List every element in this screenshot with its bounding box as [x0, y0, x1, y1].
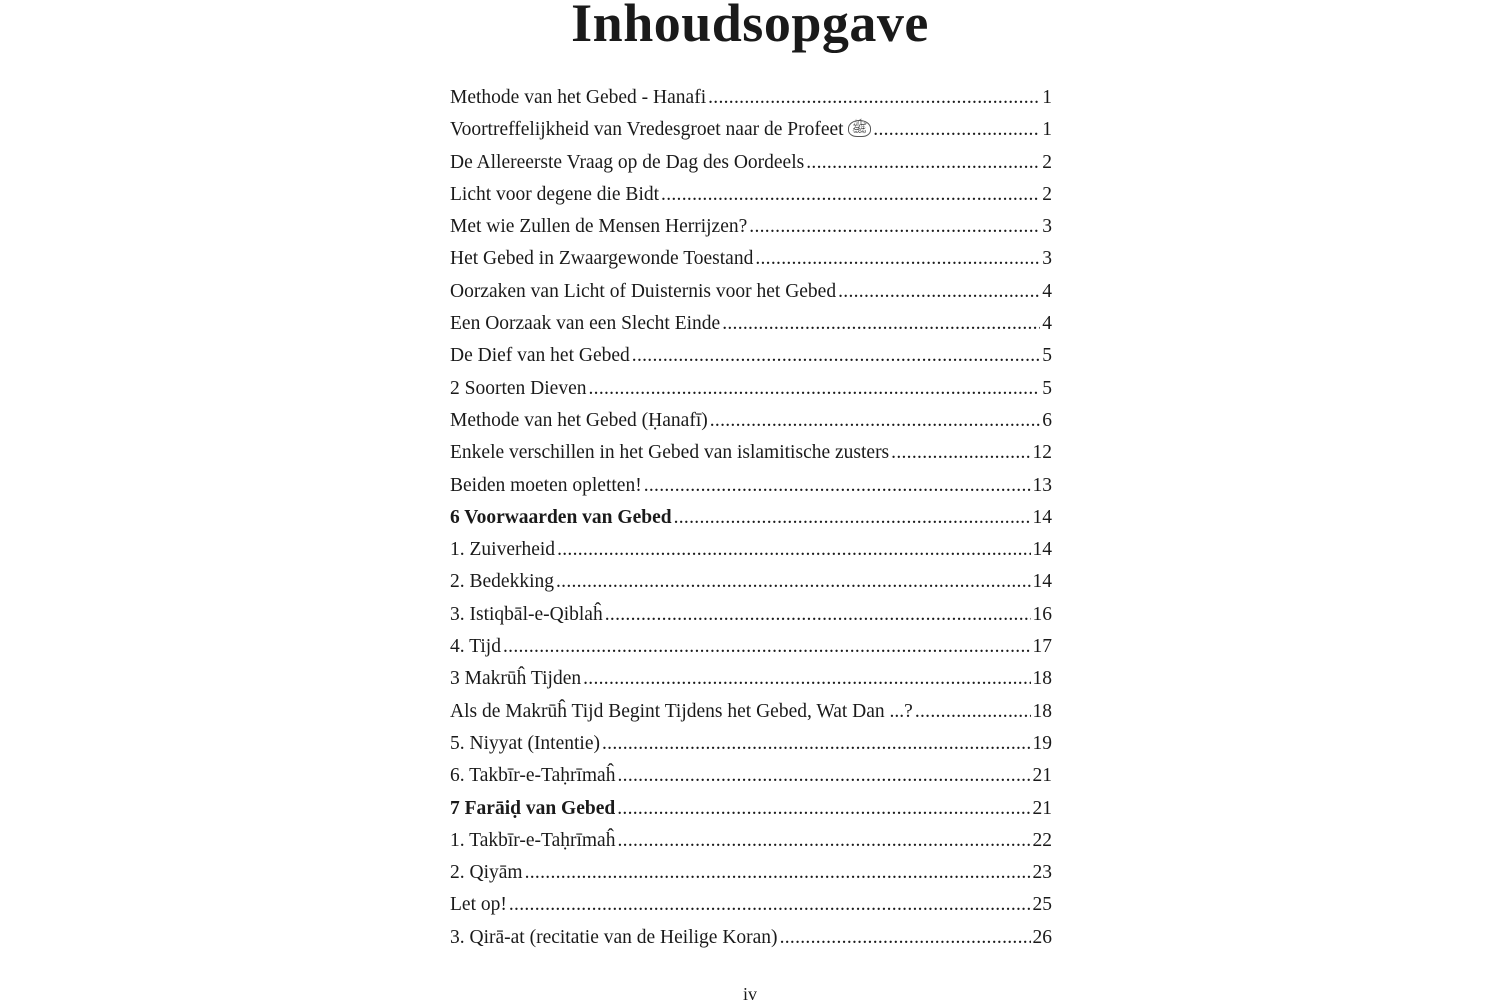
toc-entry-title-text: 3. Qirā-at (recitatie van de Heilige Koran) [450, 926, 778, 948]
toc-entry-title-text: 1. Takbīr-e-Taḥrīmaĥ [450, 829, 616, 851]
toc-entry-page: 3 [1042, 248, 1052, 270]
toc-entry-title-text: Let op! [450, 894, 507, 916]
toc-entry[interactable] [450, 276, 1052, 308]
toc-entry-title [450, 825, 615, 857]
toc-entry-page: 26 [1032, 926, 1052, 948]
toc-entry[interactable] [450, 147, 1052, 179]
toc-entry-title-text: 2. Qiyām [450, 862, 523, 884]
toc-entry[interactable] [450, 566, 1052, 598]
toc-entry-title [450, 889, 507, 921]
toc-entry-page: 23 [1032, 862, 1052, 884]
toc-entry-page: 6 [1042, 409, 1052, 431]
toc-entry-title [450, 373, 586, 405]
toc-entry-title [450, 760, 615, 792]
toc-entry-page: 3 [1042, 216, 1052, 238]
toc-entry[interactable] [450, 340, 1052, 372]
toc-dot-leader [722, 308, 1040, 340]
toc-entry[interactable] [450, 308, 1052, 340]
toc-entry-title [450, 728, 600, 760]
toc-entry-page: 14 [1032, 571, 1052, 593]
toc-entry-title [450, 276, 836, 308]
toc-entry[interactable] [450, 825, 1052, 857]
page-number: iv [742, 984, 757, 1004]
toc-dot-leader [617, 793, 1030, 825]
toc-entry[interactable] [450, 470, 1052, 502]
toc-entry-page: 12 [1032, 442, 1052, 464]
toc-entry-page: 18 [1032, 668, 1052, 690]
toc-entry-title [450, 631, 501, 663]
toc-dot-leader [674, 502, 1031, 534]
toc-entry-title [450, 663, 581, 695]
toc-entry-page: 2 [1042, 183, 1052, 205]
toc-entry[interactable] [450, 889, 1052, 921]
toc-dot-leader [915, 696, 1031, 728]
toc-entry-page: 1 [1042, 87, 1052, 108]
toc-dot-leader [503, 631, 1031, 663]
toc-entry[interactable] [450, 243, 1052, 275]
toc-entry[interactable] [450, 405, 1052, 437]
toc-entry-title [450, 308, 720, 340]
toc-dot-leader [873, 114, 1040, 146]
toc-entry-title-text: Oorzaken van Licht of Duisternis voor het Gebed [450, 280, 837, 302]
toc-dot-leader [780, 922, 1031, 954]
toc-entry-title [450, 179, 659, 211]
table-of-contents [450, 82, 1052, 954]
toc-entry-title-text: 6 Voorwaarden van Gebed [450, 506, 672, 528]
toc-dot-leader [583, 663, 1030, 695]
toc-entry[interactable] [450, 437, 1052, 469]
toc-entry-title-text: Als de Makrūĥ Tijd Begint Tijdens het Gebed, Wat Dan ...? [450, 700, 913, 722]
toc-entry[interactable] [450, 696, 1052, 728]
toc-entry-title-text: 1. Zuiverheid [450, 539, 556, 561]
toc-entry[interactable] [450, 179, 1052, 211]
toc-dot-leader [556, 566, 1031, 598]
toc-entry-title-text: Met wie Zullen de Mensen Herrijzen? [450, 216, 748, 238]
toc-entry-title-text: 6. Takbīr-e-Taḥrīmaĥ [450, 765, 616, 787]
toc-dot-leader [806, 147, 1040, 179]
toc-entry-title [450, 437, 889, 469]
toc-entry-title [450, 534, 555, 566]
toc-dot-leader [749, 211, 1040, 243]
toc-dot-leader [557, 534, 1030, 566]
toc-entry-title-text: Methode van het Gebed (Ḥanafī) [450, 409, 708, 431]
toc-entry[interactable] [450, 114, 1052, 146]
toc-entry-page: 17 [1032, 636, 1052, 658]
toc-entry-title [450, 857, 523, 889]
toc-entry-page: 14 [1032, 539, 1052, 561]
toc-dot-leader [509, 889, 1031, 921]
toc-dot-leader [617, 825, 1030, 857]
toc-dot-leader [710, 405, 1041, 437]
toc-entry-title-text: 3. Istiqbāl-e-Qiblaĥ [450, 603, 603, 625]
toc-entry-title-text: Een Oorzaak van een Slecht Einde [450, 313, 721, 335]
toc-dot-leader [891, 437, 1030, 469]
toc-entry[interactable] [450, 760, 1052, 792]
toc-entry-title-text: Het Gebed in Zwaargewonde Toestand [450, 248, 754, 270]
toc-entry-title-text: 5. Niyyat (Intentie) [450, 732, 600, 754]
toc-entry[interactable] [450, 373, 1052, 405]
toc-entry-title [450, 243, 753, 275]
toc-entry-title [450, 114, 871, 146]
toc-dot-leader [588, 373, 1040, 405]
toc-entry[interactable] [450, 599, 1052, 631]
toc-entry[interactable] [450, 922, 1052, 954]
toc-entry-title [450, 793, 615, 825]
toc-dot-leader [617, 760, 1030, 792]
toc-dot-leader [661, 179, 1040, 211]
toc-entry-title-text: De Allereerste Vraag op de Dag des Oordeels [450, 151, 805, 173]
toc-entry-title [450, 147, 804, 179]
toc-entry-title [450, 211, 747, 243]
toc-dot-leader [605, 599, 1031, 631]
toc-entry-page: 25 [1032, 894, 1052, 916]
page-title: Inhoudsopgave [571, 0, 929, 53]
toc-entry-page: 19 [1032, 732, 1052, 754]
toc-entry[interactable] [450, 534, 1052, 566]
toc-entry[interactable] [450, 663, 1052, 695]
toc-dot-leader [644, 470, 1031, 502]
toc-entry-title [450, 470, 642, 502]
toc-entry-title [450, 82, 706, 114]
toc-entry[interactable] [450, 857, 1052, 889]
toc-entry[interactable] [450, 82, 1052, 114]
toc-entry-page: 2 [1042, 151, 1052, 173]
toc-entry-title [450, 566, 554, 598]
toc-dot-leader [755, 243, 1040, 275]
salutation-calligraphy-icon: ﷺ [848, 120, 872, 137]
toc-entry[interactable] [450, 631, 1052, 663]
toc-entry[interactable] [450, 502, 1052, 534]
toc-entry-page: 1 [1042, 119, 1052, 141]
toc-entry-title [450, 599, 603, 631]
toc-dot-leader [708, 82, 1040, 114]
toc-entry[interactable] [450, 793, 1052, 825]
toc-entry-title-text: 7 Farāiḍ van Gebed [450, 797, 616, 819]
toc-entry-title-text: Methode van het Gebed - Hanafi [450, 87, 707, 108]
toc-entry[interactable] [450, 211, 1052, 243]
toc-entry-page: 14 [1032, 506, 1052, 528]
toc-entry-page: 4 [1042, 280, 1052, 302]
toc-dot-leader [602, 728, 1031, 760]
toc-entry-title-text: 4. Tijd [450, 636, 501, 658]
toc-entry-title-text: Voortreffelijkheid van Vredesgroet naar de Profeet [450, 119, 844, 141]
toc-entry-title-text: 2 Soorten Dieven [450, 377, 587, 399]
toc-entry-title-text: 2. Bedekking [450, 571, 554, 593]
toc-entry-title-text: De Dief van het Gebed [450, 345, 630, 367]
toc-dot-leader [525, 857, 1031, 889]
toc-entry-title [450, 696, 913, 728]
toc-entry-page: 22 [1032, 829, 1052, 851]
toc-entry-title [450, 405, 708, 437]
toc-entry-page: 18 [1032, 700, 1052, 722]
toc-entry-page: 21 [1032, 765, 1052, 787]
toc-entry-title-text: Enkele verschillen in het Gebed van islamitische zusters [450, 442, 890, 464]
toc-entry-page: 21 [1032, 797, 1052, 819]
toc-entry-title [450, 340, 630, 372]
toc-entry-page: 16 [1032, 603, 1052, 625]
toc-dot-leader [838, 276, 1040, 308]
toc-entry-title-text: 3 Makrūĥ Tijden [450, 668, 582, 690]
toc-dot-leader [632, 340, 1040, 372]
toc-entry-page: 5 [1042, 345, 1052, 367]
toc-entry-title [450, 502, 672, 534]
toc-entry[interactable] [450, 728, 1052, 760]
toc-entry-page: 5 [1042, 377, 1052, 399]
toc-entry-page: 13 [1032, 474, 1052, 496]
toc-entry-page: 4 [1042, 313, 1052, 335]
toc-entry-title-text: Licht voor degene die Bidt [450, 183, 660, 205]
toc-entry-title [450, 922, 778, 954]
toc-entry-title-text: Beiden moeten opletten! [450, 474, 642, 496]
